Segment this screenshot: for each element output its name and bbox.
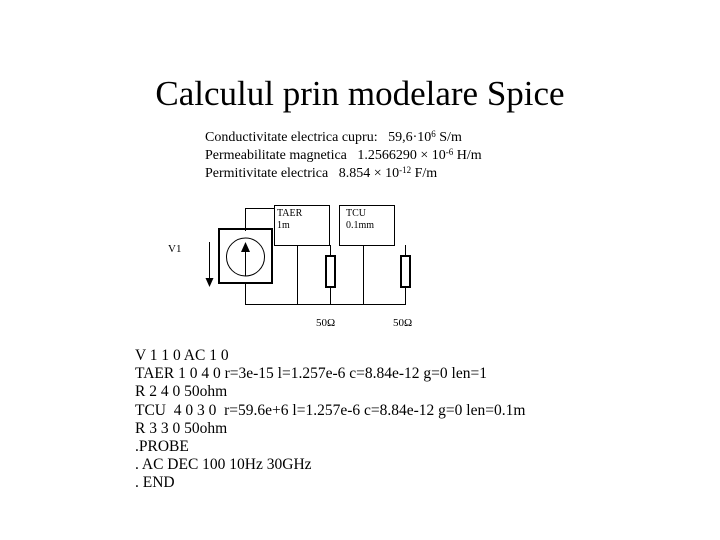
netlist-line: TAER 1 0 4 0 r=3e-15 l=1.257e-6 c=8.84e-12 g=0 len=1 — [135, 365, 487, 383]
taer-label: TAER — [277, 208, 303, 219]
slide-title: Calculul prin modelare Spice — [155, 74, 565, 113]
resistor-r3 — [401, 256, 410, 287]
tcu-length-label: 0.1mm — [346, 220, 375, 231]
netlist-line: .PROBE — [135, 438, 189, 456]
netlist-line: R 2 4 0 50ohm — [135, 383, 228, 401]
resistor-r2 — [326, 256, 335, 287]
source-label: V1 — [168, 243, 182, 255]
property-value: 1.2566290 × 10 — [357, 148, 446, 163]
r2-value-label: 50Ω — [316, 317, 336, 329]
property-exponent: -6 — [445, 147, 454, 157]
property-unit: F/m — [411, 166, 438, 181]
property-label: Conductivitate electrica cupru: — [205, 130, 378, 145]
property-value: 8.854 × 10 — [338, 166, 400, 181]
property-exponent: 6 — [431, 129, 436, 139]
netlist-line: . AC DEC 100 10Hz 30GHz — [135, 456, 312, 474]
property-label: Permitivitate electrica — [205, 166, 329, 181]
property-unit: S/m — [435, 130, 462, 145]
netlist-line: R 3 3 0 50ohm — [135, 419, 228, 437]
property-unit: H/m — [453, 148, 482, 163]
netlist-line: V 1 1 0 AC 1 0 — [135, 347, 229, 364]
netlist-line: . END — [135, 474, 175, 492]
source-arrow-head — [241, 242, 250, 252]
spice-netlist — [135, 347, 525, 493]
property-value: 59,6·10 — [388, 130, 432, 145]
netlist-line: TCU 4 0 3 0 r=59.6e+6 l=1.257e-6 c=8.84e-12 g=0 len=0.1m — [135, 401, 526, 419]
voltage-arrow-head — [206, 278, 214, 287]
r3-value-label: 50Ω — [393, 317, 413, 329]
taer-length-label: 1m — [277, 220, 290, 231]
property-exponent: -12 — [399, 165, 412, 175]
tcu-label: TCU — [346, 208, 366, 219]
property-label: Permeabilitate magnetica — [205, 148, 347, 163]
